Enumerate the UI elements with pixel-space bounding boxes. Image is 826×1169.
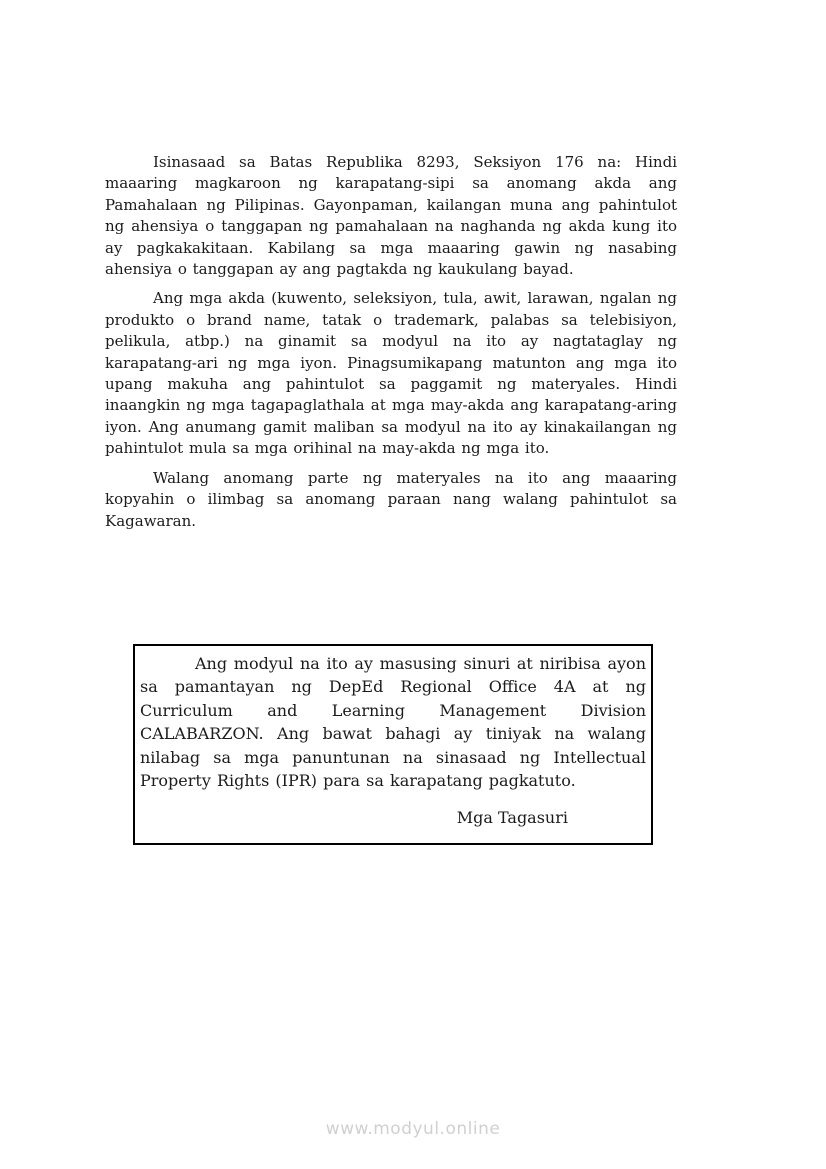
paragraph-walang-anomang-parte: Walang anomang parte ng materyales na ito ang maaaring kopyahin o ilimbag sa anomang paraan nang walang pahintulot sa Kagawaran. — [105, 468, 677, 530]
copyright-notice-section — [105, 152, 677, 845]
review-signature: Mga Tagasuri — [456, 808, 568, 828]
review-statement-box — [133, 644, 653, 845]
review-statement-text: Ang modyul na ito ay masusing sinuri at niribisa ayon sa pamantayan ng DepEd Regional Office 4A at ng Curriculum and Learning Management Division CALABARZON. Ang bawat bahagi ay tiniyak na walang nilabag sa mga panuntunan na sinasaad ng Intellectual Property Rights (IPR) para sa karapatang pagkatuto. — [140, 653, 646, 790]
watermark-url: www.modyul.online — [325, 1119, 501, 1139]
paragraph-batas-republika: Isinasaad sa Batas Republika 8293, Seksiyon 176 na: Hindi maaaring magkaroon ng karapatang-sipi sa anomang akda ang Pamahalaan ng Pilipinas. Gayonpaman, kailangan muna ang pahintulot ng ahensiya o tanggapan ng pamahalaan na naghanda ng akda kung ito ay pagkakakitaan. Kabilang sa mga maaaring gawin ng nasabing ahensiya o tanggapan ay ang pagtakda ng kaukulang bayad. — [105, 153, 677, 279]
paragraph-mga-akda: Ang mga akda (kuwento, seleksiyon, tula, awit, larawan, ngalan ng produkto o brand name, tatak o trademark, palabas sa telebisiyon, pelikula, atbp.) na ginamit sa modyul na ito ay nagtataglay ng karapatang-ari ng mga iyon. Pinagsumikapang matunton ang mga ito upang makuha ang pahintulot sa paggamit ng materyales. Hindi inaangkin ng mga tagapaglathala at mga may-akda ang karapatang-aring iyon. Ang anumang gamit maliban sa modyul na ito ay kinakailangan ng pahintulot mula sa mga orihinal na may-akda ng mga ito. — [105, 289, 677, 458]
